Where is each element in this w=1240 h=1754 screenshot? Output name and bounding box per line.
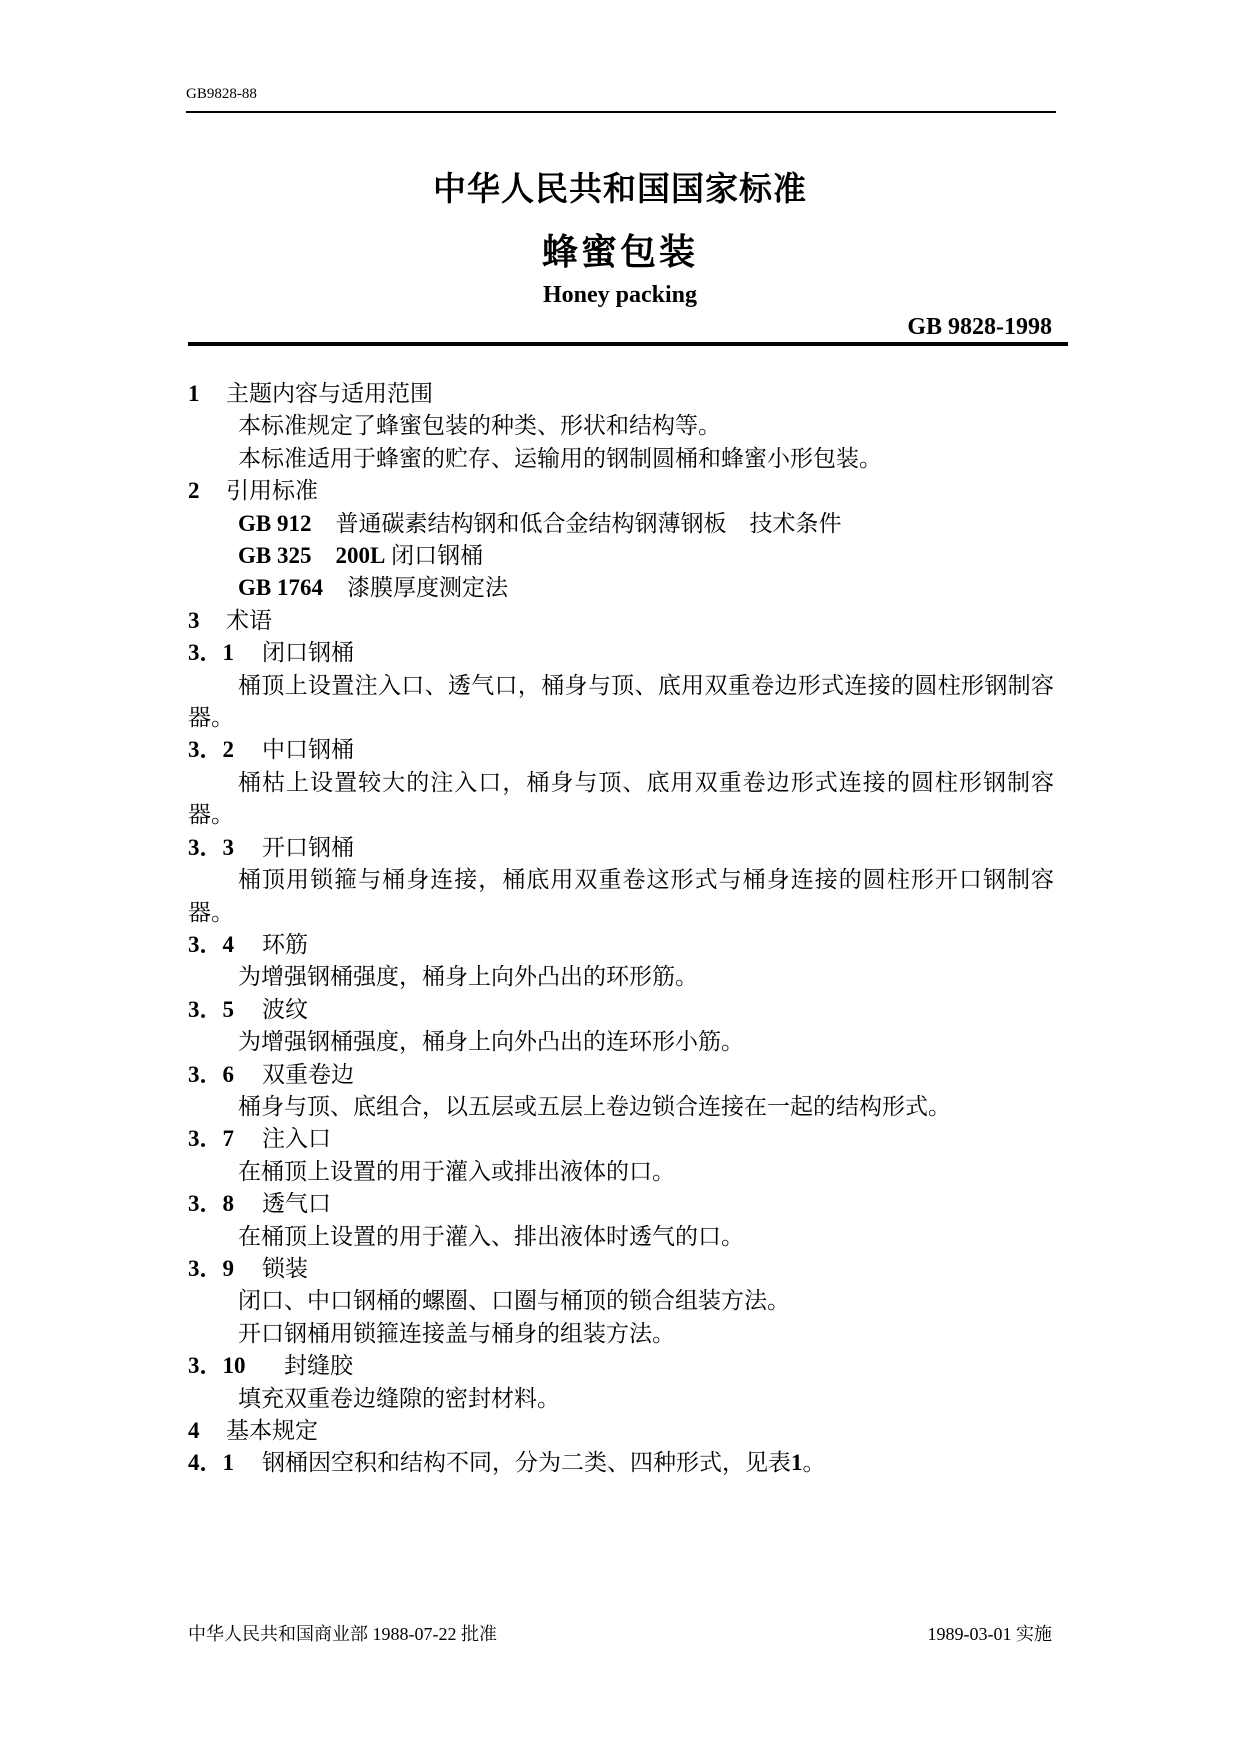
term-definition: 闭口、中口钢桶的螺圈、口圈与桶顶的锁合组装方法。: [238, 1288, 790, 1314]
term-heading: 3．2 中口钢桶: [188, 737, 354, 763]
header-rule: [186, 111, 1056, 113]
effective-date: 1989-03-01 实施: [927, 1624, 1052, 1644]
document-body: [188, 378, 1054, 1480]
term-definition: 为增强钢桶强度，桶身上向外凸出的连环形小筋。: [238, 1029, 744, 1055]
clause: 4．1 钢桶因空积和结构不同，分为二类、四种形式，见表1。: [188, 1450, 826, 1476]
term-heading: 3．5 波纹: [188, 996, 308, 1022]
term-definition: 在桶顶上设置的用于灌入或排出液体的口。: [238, 1158, 675, 1184]
document-title: 蜂蜜包装: [541, 232, 698, 273]
term-heading: 3．1 闭口钢桶: [188, 640, 354, 666]
approval-note: 中华人民共和国商业部 1988-07-22 批准: [188, 1624, 497, 1644]
term-heading: 3．10 封缝胶: [188, 1353, 353, 1379]
term-heading: 3．3 开口钢桶: [188, 834, 354, 860]
paragraph: 本标准适用于蜂蜜的贮存、运输用的钢制圆桶和蜂蜜小形包装。: [238, 445, 882, 471]
term-heading: 3．9 锁装: [188, 1255, 308, 1281]
reference-item: GB 912 普通碳素结构钢和低合金结构钢薄钢板 技术条件: [238, 510, 842, 536]
term-definition: 开口钢桶用锁箍连接盖与桶身的组装方法。: [238, 1320, 675, 1346]
reference-item: GB 1764 漆膜厚度测定法: [238, 575, 508, 601]
term-definition: 在桶顶上设置的用于灌入、排出液体时透气的口。: [238, 1223, 744, 1249]
term-definition: 桶顶用锁箍与桶身连接，桶底用双重卷这形式与桶身连接的圆柱形开口钢制容器。: [188, 867, 1054, 925]
term-definition: 填充双重卷边缝隙的密封材料。: [238, 1385, 560, 1411]
document-title-english: Honey packing: [542, 282, 698, 308]
section-heading: 1 主题内容与适用范围: [188, 381, 433, 406]
standard-type-heading: 中华人民共和国国家标准: [433, 169, 807, 208]
term-heading: 3．8 透气口: [188, 1191, 331, 1217]
term-heading: 3．6 双重卷边: [188, 1061, 354, 1087]
term-definition: 桶顶上设置注入口、透气口，桶身与顶、底用双重卷边形式连接的圆柱形钢制容器。: [188, 672, 1054, 731]
term-definition: 桶身与顶、底组合，以五层或五层上卷边锁合连接在一起的结构形式。: [238, 1093, 951, 1119]
section-heading: 3 术语: [188, 607, 272, 633]
section-heading: 2 引用标准: [188, 478, 318, 504]
term-definition: 为增强钢桶强度，桶身上向外凸出的环形筋。: [238, 964, 698, 990]
title-rule: [188, 342, 1068, 346]
term-definition: 桶枯上设置较大的注入口，桶身与顶、底用双重卷边形式连接的圆柱形钢制容器。: [188, 769, 1054, 828]
reference-item: GB 325 200L 闭口钢桶: [238, 543, 484, 569]
term-heading: 3．4 环筋: [188, 931, 308, 957]
section-heading: 4 基本规定: [188, 1418, 318, 1443]
term-heading: 3．7 注入口: [188, 1126, 331, 1152]
running-head: GB9828-88: [186, 86, 257, 102]
paragraph: 本标准规定了蜂蜜包装的种类、形状和结构等。: [238, 413, 721, 439]
standard-number: GB 9828-1998: [907, 314, 1052, 340]
table-reference: 1: [791, 1450, 803, 1476]
